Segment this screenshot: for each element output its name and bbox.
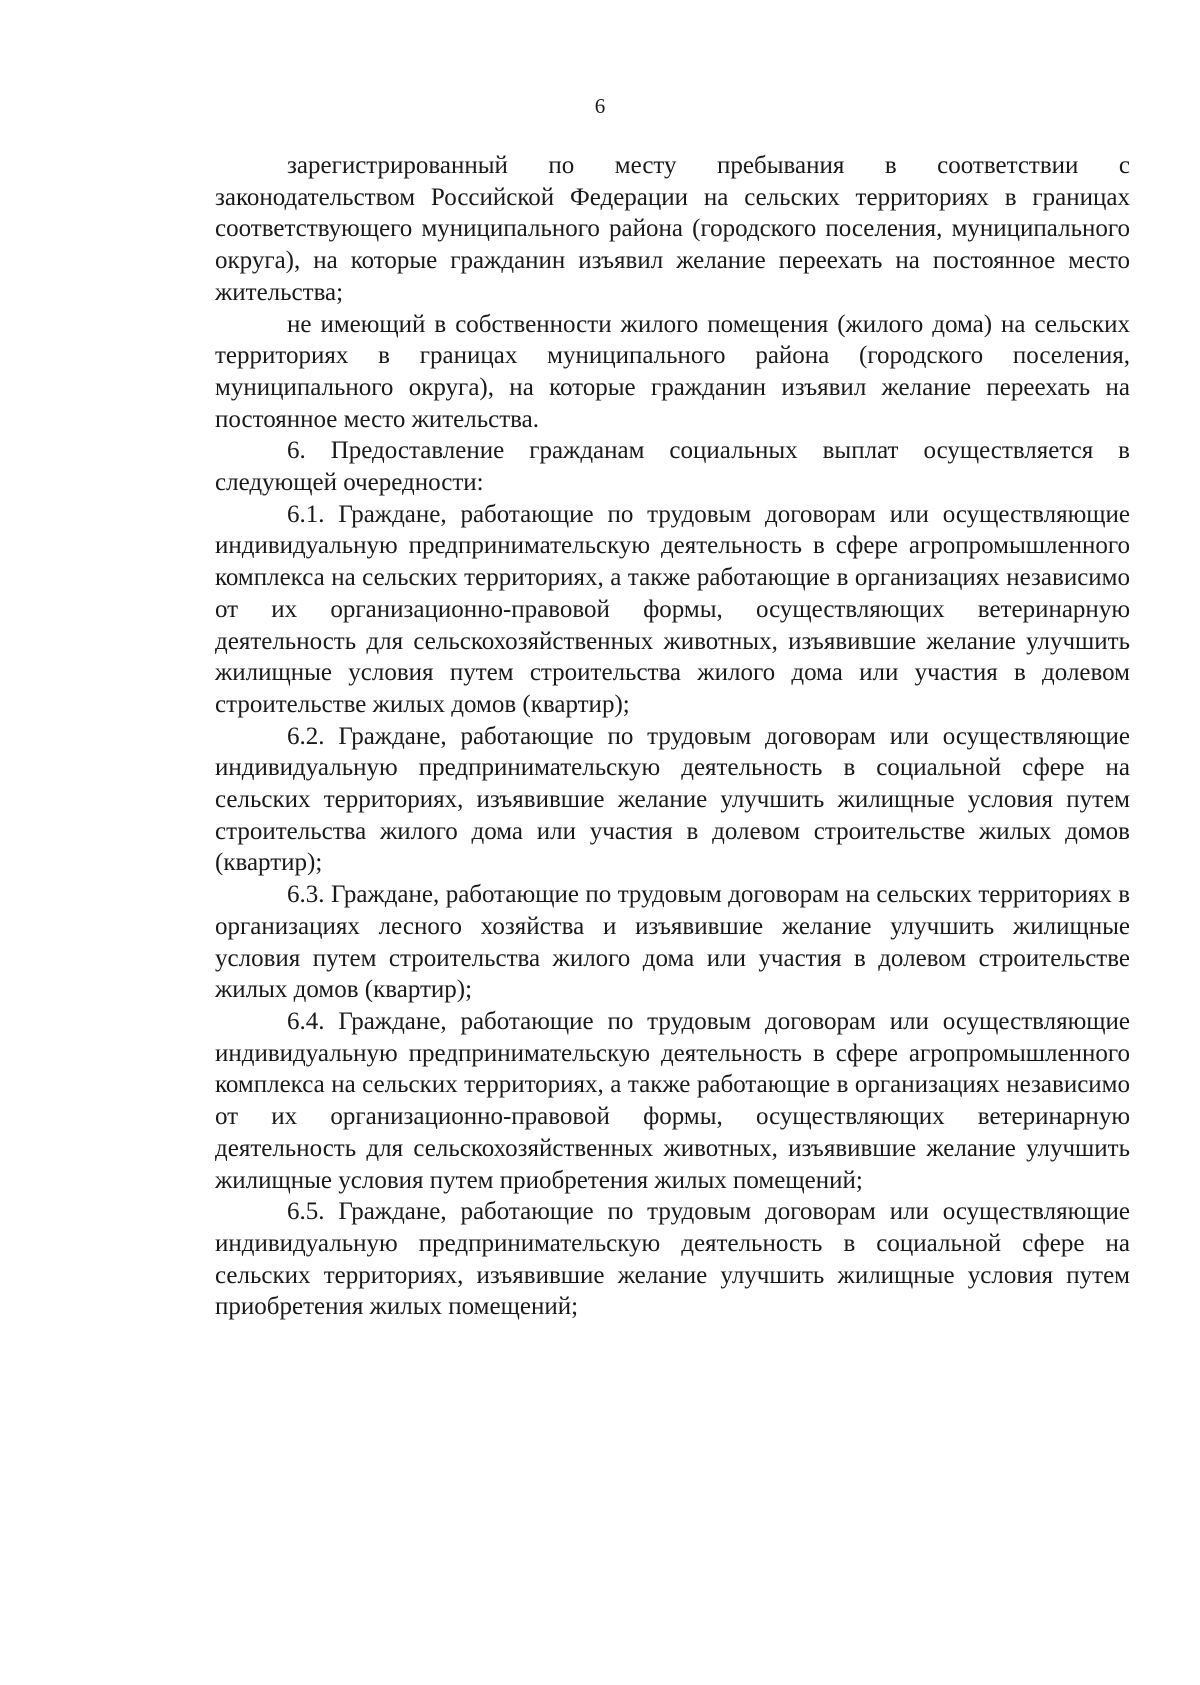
paragraph-6: 6. Предоставление гражданам социальных выплат осуществляется в следующей очередности: — [215, 437, 1130, 497]
document-body — [215, 150, 1130, 1323]
paragraph-6-5: 6.5. Граждане, работающие по трудовым договорам или осуществляющие индивидуальную предпринимательскую деятельность в социальной сфере на сельских территориях, изъявившие желание улучшить жилищные условия путем приобретения жилых помещений; — [215, 1198, 1130, 1321]
paragraph-6-1: 6.1. Граждане, работающие по трудовым договорам или осуществляющие индивидуальную предпринимательскую деятельность в сфере агропромышленного комплекса на сельских территориях, а также работающие в организациях независимо от их организационно-правовой формы, осуществляющих ветеринарную деятельность для сельскохозяйственных животных, изъявившие желание улучшить жилищные условия путем строительства жилого дома или участия в долевом строительстве жилых домов (квартир); — [215, 500, 1130, 718]
paragraph-6-4: 6.4. Граждане, работающие по трудовым договорам или осуществляющие индивидуальную предпринимательскую деятельность в сфере агропромышленного комплекса на сельских территориях, а также работающие в организациях независимо от их организационно-правовой формы, осуществляющих ветеринарную деятельность для сельскохозяйственных животных, изъявившие желание улучшить жилищные условия путем приобретения жилых помещений; — [215, 1007, 1130, 1194]
paragraph-no-property: не имеющий в собственности жилого помещения (жилого дома) на сельских территориях в границах муниципального района (городского поселения, муниципального округа), на которые гражданин изъявил желание переехать на постоянное место жительства. — [215, 310, 1130, 433]
paragraph-registered: зарегистрированный по месту пребывания в соответствии с законодательством Российской Федерации на сельских территориях в границах соответствующего муниципального района (городского поселения, муниципального округа), на которые гражданин изъявил желание переехать на постоянное место жительства; — [215, 152, 1130, 306]
page-number: 6 — [594, 94, 606, 118]
paragraph-6-3: 6.3. Граждане, работающие по трудовым договорам на сельских территориях в организациях лесного хозяйства и изъявившие желание улучшить жилищные условия путем строительства жилого дома или участия в долевом строительстве жилых домов (квартир); — [215, 881, 1130, 1004]
paragraph-6-2: 6.2. Граждане, работающие по трудовым договорам или осуществляющие индивидуальную предпринимательскую деятельность в социальной сфере на сельских территориях, изъявившие желание улучшить жилищные условия путем строительства жилого дома или участия в долевом строительстве жилых домов (квартир); — [215, 722, 1130, 877]
